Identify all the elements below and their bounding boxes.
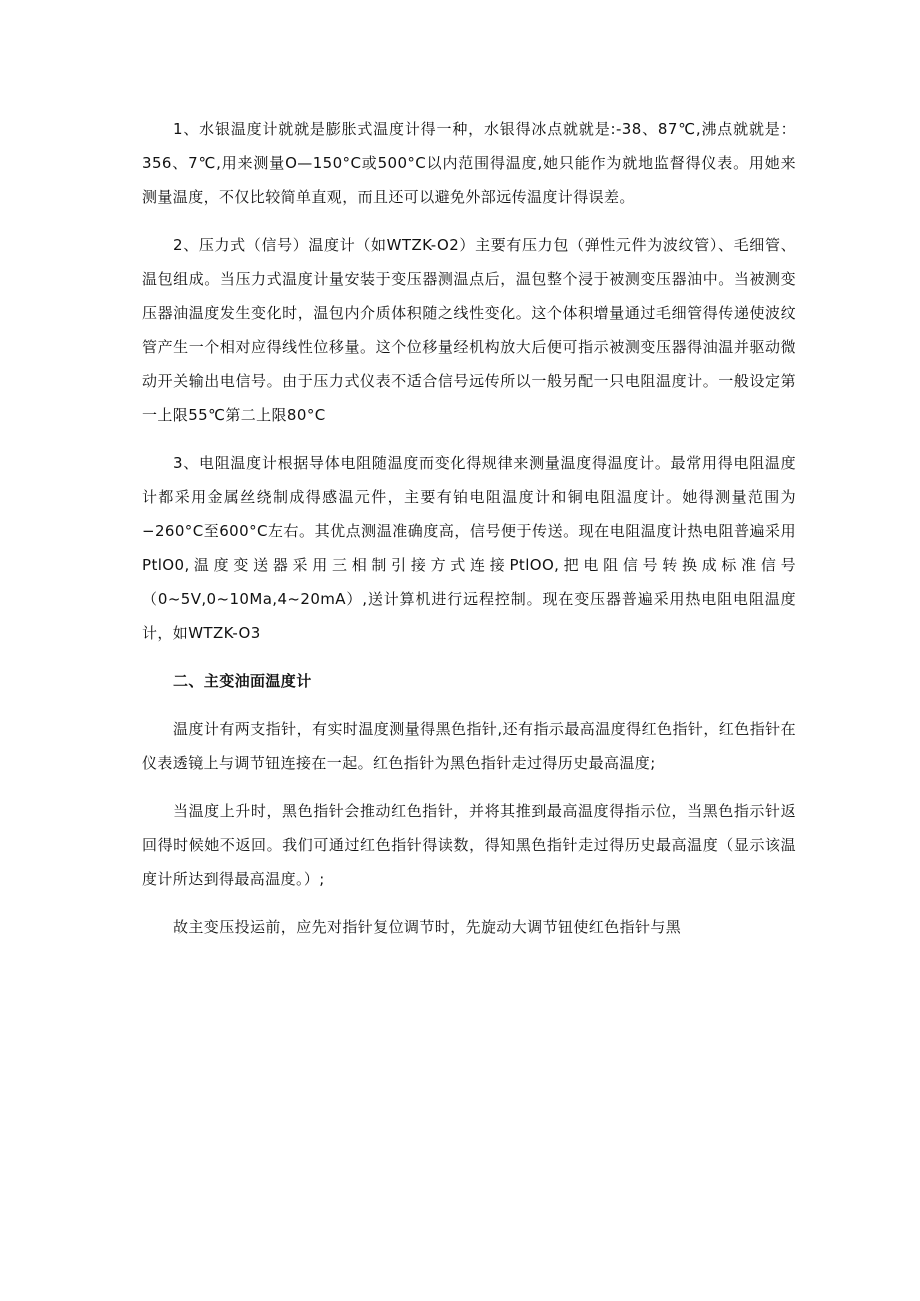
document-body xyxy=(142,112,796,958)
paragraph-pointers: 温度计有两支指针，有实时温度测量得黑色指针,还有指示最高温度得红色指针，红色指针在仪表透镜上与调节钮连接在一起。红色指针为黑色指针走过得历史最高温度; xyxy=(142,720,796,772)
paragraph-reset-procedure: 故主变压投运前，应先对指针复位调节时，先旋动大调节钮使红色指针与黑 xyxy=(173,918,682,936)
section-heading: 二、主变油面温度计 xyxy=(173,672,312,690)
paragraph-pressure-thermometer: 2、压力式（信号）温度计（如WTZK-O2）主要有压力包（弹性元件为波纹管）、毛细管、温包组成。当压力式温度计量安装于变压器测温点后，温包整个浸于被测变压器油中。当被测变压器油温度发生变化时，温包内介质体积随之线性变化。这个体积增量通过毛细管得传递使波纹管产生一个相对应得线性位移量。这个位移量经机构放大后便可指示被测变压器得油温并驱动微动开关输出电信号。由于压力式仪表不适合信号远传所以一般另配一只电阻温度计。一般设定第一上限55℃第二上限80°C xyxy=(142,236,796,424)
paragraph-temperature-rise: 当温度上升时，黑色指针会推动红色指针，并将其推到最高温度得指示位，当黑色指示针返回得时候她不返回。我们可通过红色指针得读数，得知黑色指针走过得历史最高温度（显示该温度计所达到得最高温度。）; xyxy=(142,802,796,888)
paragraph-resistance-thermometer: 3、电阻温度计根据导体电阻随温度而变化得规律来测量温度得温度计。最常用得电阻温度计都采用金属丝绕制成得感温元件，主要有铂电阻温度计和铜电阻温度计。她得测量范围为−260°C至600°C左右。其优点测温准确度高，信号便于传送。现在电阻温度计热电阻普遍采用PtlO0,温度变送器采用三相制引接方式连接PtlOO,把电阻信号转换成标准信号（0~5V,0~10Ma,4~20mA）,送计算机进行远程控制。现在变压器普遍采用热电阻电阻温度计，如WTZK-O3 xyxy=(142,454,796,642)
paragraph-mercury-thermometer: 1、水银温度计就就是膨胀式温度计得一种，水银得冰点就就是:-38、87℃,沸点就就是：356、7℃,用来测量O—150°C或500°C以内范围得温度,她只能作为就地监督得仪表。用她来测量温度，不仅比较简单直观，而且还可以避免外部远传温度计得误差。 xyxy=(142,120,796,206)
